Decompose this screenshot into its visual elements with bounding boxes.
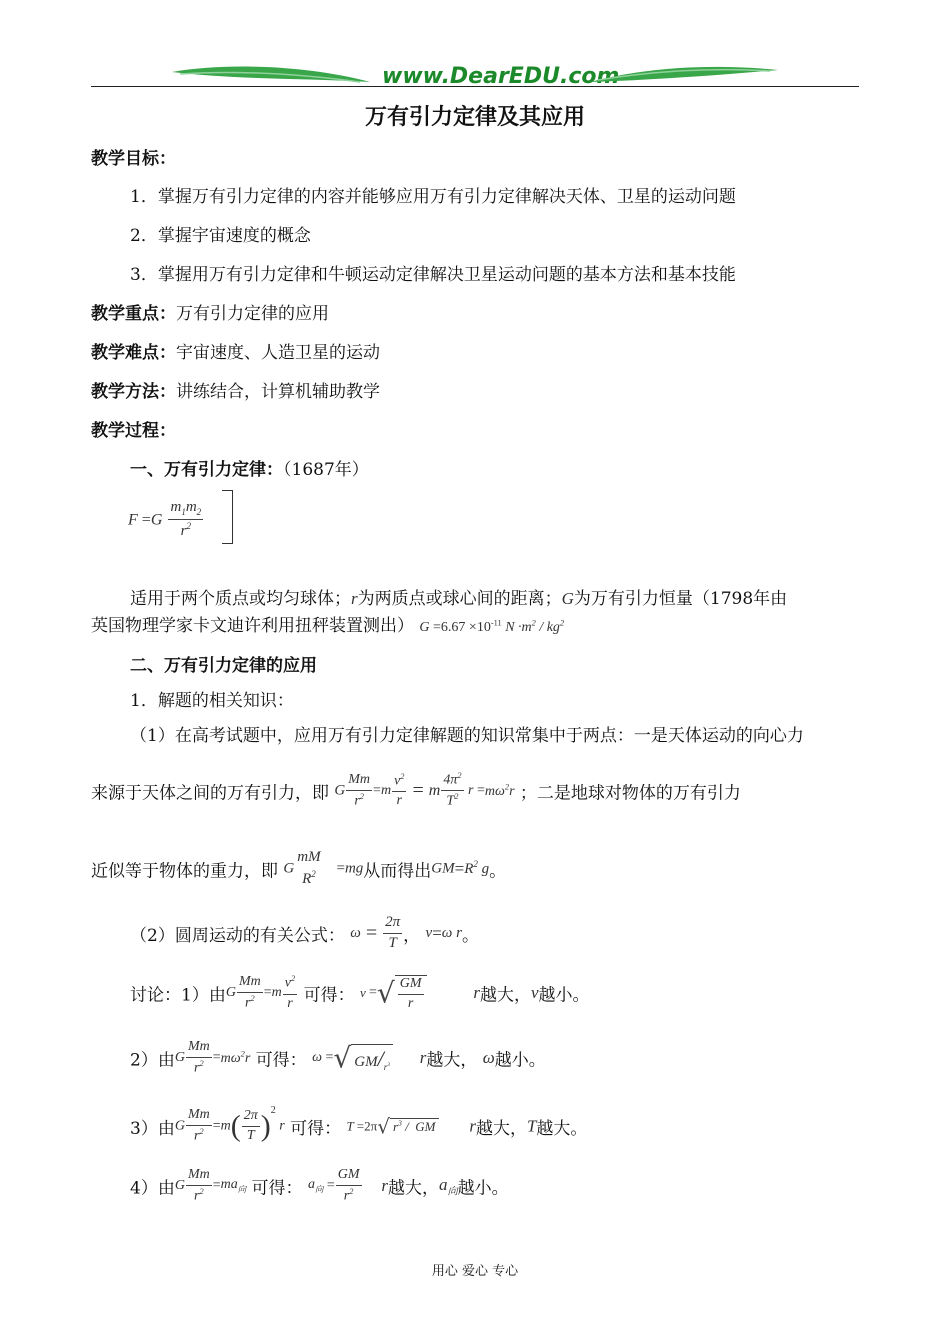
- section1-heading: [130, 455, 369, 480]
- difficulty-label: 教学难点：: [91, 343, 176, 363]
- method: [91, 377, 380, 402]
- section2-p1-line3: 近似等于物体的重力，即 G mM $R^2$ =mg从而得出$GM=R^2$ g。: [91, 849, 507, 887]
- section1-title: 一、万有引力定律：: [130, 460, 283, 480]
- section2-p2: （2）圆周运动的有关公式： ω = $\frac{2\pi}{T}$ ， v=ω r。: [130, 914, 479, 951]
- method-label: 教学方法：: [91, 382, 176, 402]
- discussion-4: 4）由G $\frac{Mm}{r^2}$ $=ma_向$ 可得： $a_向$ = $\frac{GM}{r^2}$ r越大，$a_向$越小。: [130, 1167, 509, 1204]
- section1-year: （1687年）: [283, 460, 369, 480]
- objective-item: 3．掌握用万有引力定律和牛顿运动定律解决卫星运动问题的基本方法和基本技能: [130, 265, 736, 285]
- section1-paragraph-line1: 适用于两个质点或均匀球体；r为两质点或球心间的距离；G为万有引力恒量（1798年由: [130, 589, 788, 609]
- gravitation-formula: F =G $\frac{m_1m_2}{r^2}$: [128, 499, 202, 540]
- discussion-1: 讨论：1）由G $\frac{Mm}{r^2}$ =m $\frac{v^2}{r}$ 可得： v =√ $\frac{GM}{r}$ r越大，v越小。: [130, 974, 590, 1011]
- objective-item: 1．掌握万有引力定律的内容并能够应用万有引力定律解决天体、卫星的运动问题: [130, 187, 736, 207]
- discussion-2: 2）由G $\frac{Mm}{r^2}$ $=m\omega^2r$ 可得： ω =√ $GM/_{r^3}$ r越大， ω越小。: [130, 1039, 546, 1076]
- key-point: [91, 299, 329, 324]
- logo-text: www.DearEDU.com: [382, 64, 620, 89]
- section2-sub1: 1．解题的相关知识：: [130, 691, 294, 711]
- page-footer: 用心 爱心 专心: [431, 1264, 519, 1279]
- page-title: 万有引力定律及其应用: [364, 105, 585, 130]
- key-point-label: 教学重点：: [91, 304, 176, 324]
- objective-item: 2．掌握宇宙速度的概念: [130, 226, 311, 246]
- formula-bracket: [222, 490, 233, 544]
- section2-heading: 二、万有引力定律的应用: [130, 656, 317, 676]
- key-point-text: 万有引力定律的应用: [176, 304, 329, 324]
- discussion-3: 3）由G $\frac{Mm}{r^2}$ =m( $\frac{2\pi}{T}$ )$^2$ r 可得： T =2π√ $r^3$ / GM r越大，T越大。: [130, 1105, 588, 1144]
- difficulty-text: 宇宙速度、人造卫星的运动: [176, 343, 380, 363]
- objectives-label: 教学目标：: [91, 149, 176, 169]
- section1-paragraph-line2: 英国物理学家卡文迪许利用扭秤装置测出） $G =6.67 \times 10^{-11}$ $N \cdot m^2 / kg^2$: [91, 616, 565, 636]
- section2-p1-line1: （1）在高考试题中，应用万有引力定律解题的知识常集中于两点：一是天体运动的向心力: [130, 726, 804, 746]
- header-rule: [91, 86, 859, 87]
- difficulty: [91, 338, 380, 363]
- method-text: 讲练结合，计算机辅助教学: [176, 382, 380, 402]
- section2-p1-line2: 来源于天体之间的万有引力，即 G $\frac{Mm}{r^2}$ =m $\frac{v^2}{r}$ = m $\frac{4\pi^2}{T^2}$ $r =m\omega^2r$ ；二是地球对物体的万有引力: [91, 771, 741, 809]
- process-label: 教学过程：: [91, 421, 176, 441]
